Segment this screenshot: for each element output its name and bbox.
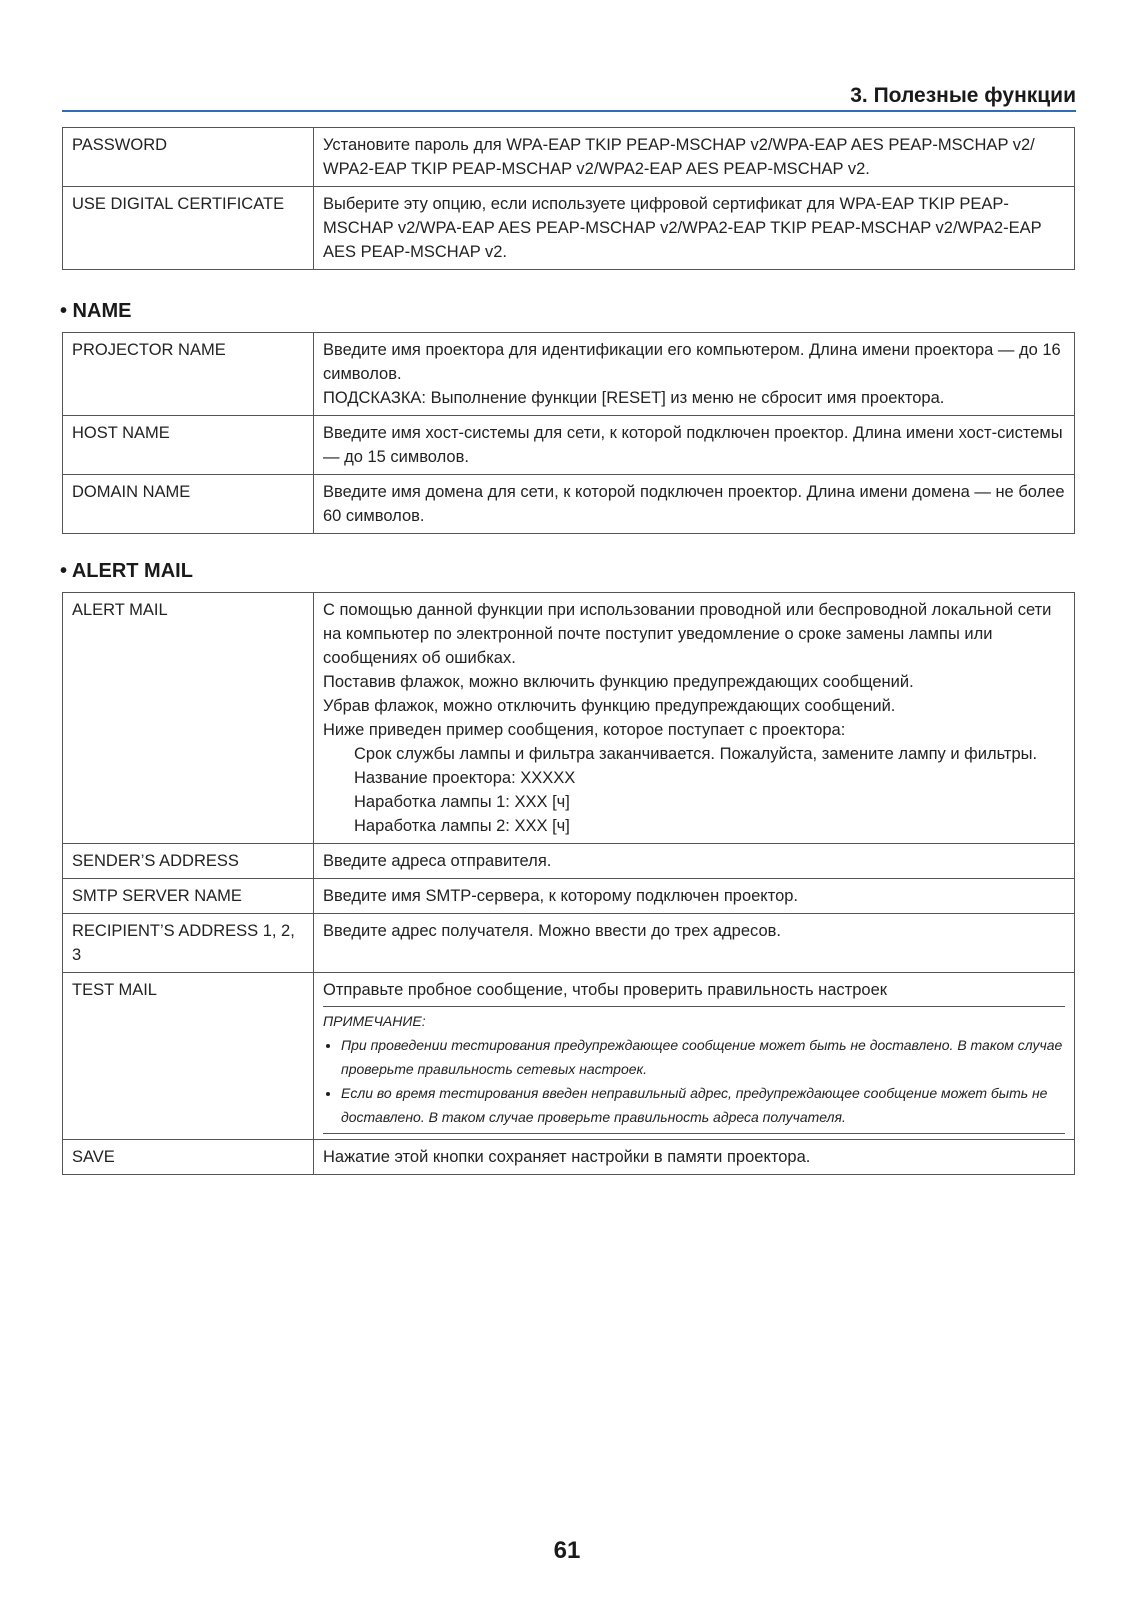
table-row [63, 1140, 1075, 1175]
alert-mail-enable-text: Поставив флажок, можно включить функцию предупреждающих сообщений. [323, 673, 914, 691]
row-key: SMTP SERVER NAME [63, 879, 314, 914]
page-number: 61 [553, 1537, 581, 1564]
row-key: DOMAIN NAME [63, 475, 314, 534]
row-value: Нажатие этой кнопки сохраняет настройки в памяти проектора. [314, 1140, 1075, 1175]
table-row [63, 973, 1075, 1140]
alert-mail-settings-table [62, 592, 1075, 1175]
note-title: ПРИМЕЧАНИЕ: [323, 1013, 426, 1029]
table-row [63, 475, 1075, 534]
note-item: • При проведении тестирования предупреждающее сообщение может быть не доставлено. В таком случае проверьте правильность сетевых настроек. [341, 1033, 1065, 1081]
row-value [314, 333, 1075, 416]
table-row [63, 844, 1075, 879]
row-key: RECIPIENT’S ADDRESS 1, 2, 3 [63, 914, 314, 973]
table-row [63, 333, 1075, 416]
table-row [63, 593, 1075, 844]
row-hint: ПОДСКАЗКА: Выполнение функции [RESET] из меню не сбросит имя проектора. [323, 389, 945, 407]
row-value: Введите адрес получателя. Можно ввести до трех адресов. [314, 914, 1075, 973]
note-list [323, 1033, 1065, 1129]
test-mail-description: Отправьте пробное сообщение, чтобы проверить правильность настроек [323, 981, 887, 999]
table-row [63, 128, 1075, 187]
table-row [63, 187, 1075, 270]
section-heading-alert-mail: • ALERT MAIL [60, 560, 193, 582]
row-key: USE DIGITAL CERTIFICATE [63, 187, 314, 270]
alert-mail-disable-text: Убрав флажок, можно отключить функцию предупреждающих сообщений. [323, 697, 896, 715]
row-value: Введите имя домена для сети, к которой подключен проектор. Длина имени домена — не более 60 символов. [314, 475, 1075, 534]
row-value: Введите имя хост-системы для сети, к которой подключен проектор. Длина имени хост-системы — до 15 символов. [314, 416, 1075, 475]
table-row [63, 416, 1075, 475]
table-row [63, 879, 1075, 914]
section-heading-name: • NAME [60, 300, 132, 322]
header-rule [62, 110, 1076, 112]
row-key: ALERT MAIL [63, 593, 314, 844]
row-key: PROJECTOR NAME [63, 333, 314, 416]
page-header-title: 3. Полезные функции [850, 84, 1076, 107]
row-value: Установите пароль для WPA-EAP TKIP PEAP-MSCHAP v2/WPA-EAP AES PEAP-MSCHAP v2/ WPA2-EAP TKIP PEAP-MSCHAP v2/WPA2-EAP AES PEAP-MSCHAP v2. [314, 128, 1075, 187]
row-key: PASSWORD [63, 128, 314, 187]
row-value: Введите имя SMTP-сервера, к которому подключен проектор. [314, 879, 1075, 914]
alert-mail-description: С помощью данной функции при использовании проводной или беспроводной локальной сети на компьютер по электронной почте поступит уведомление о сроке замены лампы или сообщениях об ошибках. [323, 601, 1052, 667]
row-value [314, 593, 1075, 844]
example-message-line: Наработка лампы 2: XXX [ч] [354, 817, 570, 835]
row-key: SAVE [63, 1140, 314, 1175]
alert-mail-example-intro: Ниже приведен пример сообщения, которое поступает с проектора: [323, 721, 846, 739]
wpa-settings-table [62, 127, 1075, 270]
row-key: HOST NAME [63, 416, 314, 475]
example-message-line: Срок службы лампы и фильтра заканчивается. Пожалуйста, замените лампу и фильтры. [354, 745, 1038, 763]
row-value: Выберите эту опцию, если используете цифровой сертификат для WPA-EAP TKIP PEAP-MSCHAP v2/WPA-EAP AES PEAP-MSCHAP v2/WPA2-EAP TKIP PEAP-MSCHAP v2/WPA2-EAP AES PEAP-MSCHAP v2. [314, 187, 1075, 270]
example-message-line: Название проектора: XXXXX [354, 769, 576, 787]
row-value: Введите адреса отправителя. [314, 844, 1075, 879]
row-key: SENDER’S ADDRESS [63, 844, 314, 879]
example-message-line: Наработка лампы 1: XXX [ч] [354, 793, 570, 811]
note-box [323, 1006, 1065, 1134]
row-value [314, 973, 1075, 1140]
row-description: Введите имя проектора для идентификации его компьютером. Длина имени проектора — до 16 символов. [323, 341, 1061, 383]
row-key: TEST MAIL [63, 973, 314, 1140]
table-row [63, 914, 1075, 973]
note-item: • Если во время тестирования введен неправильный адрес, предупреждающее сообщение может быть не доставлено. В таком случае проверьте правильность адреса получателя. [341, 1081, 1065, 1129]
name-settings-table [62, 332, 1075, 534]
